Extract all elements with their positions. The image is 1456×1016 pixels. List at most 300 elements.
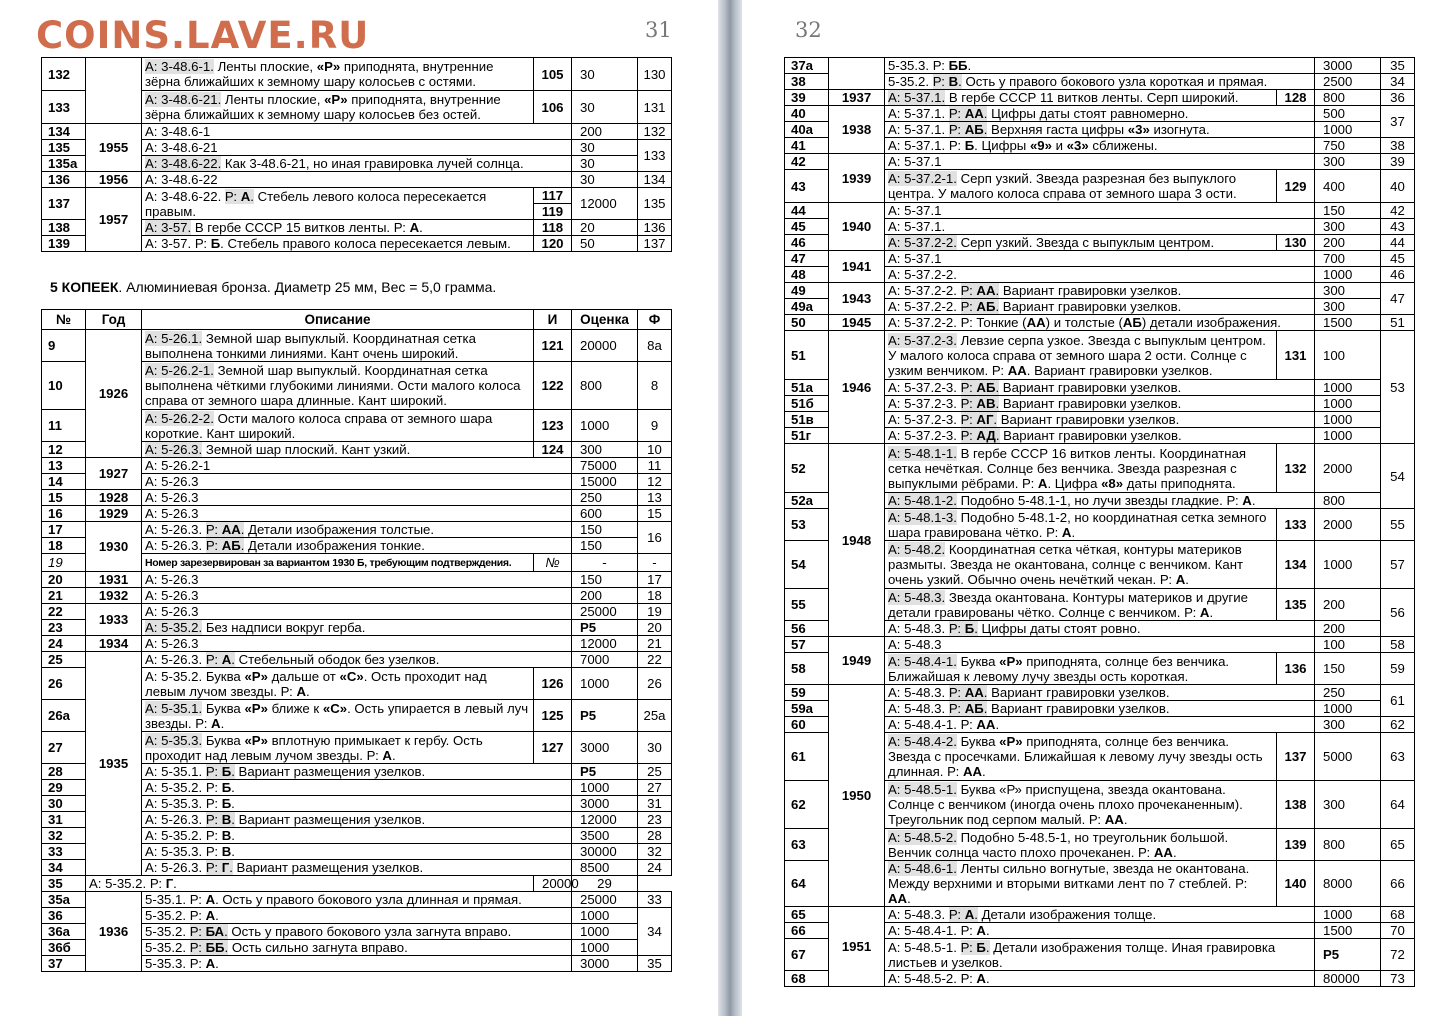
estimate: 50 — [572, 236, 638, 252]
year-cell: 1936 — [86, 892, 142, 972]
catalog-number: 134 — [42, 124, 86, 140]
year-cell: 1938 — [829, 106, 885, 154]
year-cell: 1933 — [86, 604, 142, 636]
table-row — [785, 251, 1415, 267]
estimate: 200 — [572, 588, 638, 604]
estimate: 800 — [572, 362, 638, 410]
estimate: 15000 — [572, 474, 638, 490]
catalog-number: 63 — [785, 829, 829, 861]
description: 5-35.3. Р: А. — [142, 956, 572, 972]
table-row — [785, 315, 1415, 331]
catalog-number: 49а — [785, 299, 829, 315]
estimate: 300 — [1315, 299, 1381, 315]
ivar-ref: 139 — [1277, 829, 1315, 861]
f-ref: 8а — [638, 330, 672, 362]
description: А: 5-35.3. Р: В. — [142, 844, 572, 860]
catalog-number: 68 — [785, 971, 829, 987]
catalog-number: 35 — [42, 876, 86, 892]
description: А: 5-37.2-1. Серп узкий. Звезда разрезная без выпуклого центра. У малого колоса справа от земного шара 3 ости. — [885, 170, 1277, 203]
estimate: 30 — [572, 156, 638, 172]
year-cell: 1956 — [86, 172, 142, 188]
description: А: 5-37.2-2. Р: АБ. Вариант гравировки узелков. — [885, 299, 1315, 315]
year-cell — [829, 58, 885, 90]
estimate: 1000 — [1315, 412, 1381, 428]
estimate: 80000 — [1315, 971, 1381, 987]
estimate: 30 — [572, 91, 638, 124]
description: А: 5-26.3. Р: Г. Вариант размещения узелков. — [142, 860, 572, 876]
estimate: 25000 — [572, 892, 638, 908]
catalog-number: 40 — [785, 106, 829, 122]
f-ref: 59 — [1381, 653, 1415, 685]
description: А: 3-48.6-21 — [142, 140, 572, 156]
catalog-number: 19 — [42, 554, 86, 572]
ivar-ref: 134 — [1277, 541, 1315, 589]
ivar-ref: 126 — [534, 668, 572, 700]
estimate: 300 — [1315, 154, 1381, 170]
f-ref: 29 — [572, 876, 638, 892]
catalog-number: 33 — [42, 844, 86, 860]
description: А: 5-37.2-2. Серп узкий. Звезда с выпуклым центром. — [885, 235, 1277, 251]
year-cell: 1930 — [86, 522, 142, 572]
catalog-number: 51г — [785, 428, 829, 444]
table-row — [42, 652, 672, 668]
catalog-number: 11 — [42, 410, 86, 442]
column-header: Ф — [638, 310, 672, 330]
year-cell: 1940 — [829, 203, 885, 251]
description: А: 5-37.1. В гербе СССР 11 витков ленты. Серп широкий. — [885, 90, 1277, 106]
table-row — [785, 907, 1415, 923]
table-row — [785, 106, 1415, 122]
f-ref: 137 — [638, 236, 672, 252]
table-row — [785, 58, 1415, 74]
description: А: 5-37.2-3. Р: АГ. Вариант гравировки узелков. — [885, 412, 1315, 428]
description: 5-35.2. Р: А. — [142, 908, 572, 924]
column-header: Оценка — [572, 310, 638, 330]
catalog-number: 14 — [42, 474, 86, 490]
ivar-ref: 130 — [1277, 235, 1315, 251]
catalog-number: 16 — [42, 506, 86, 522]
catalog-number: 26 — [42, 668, 86, 700]
watermark: COINS.LAVE.RU — [36, 14, 370, 57]
ivar-ref: № — [534, 554, 572, 572]
estimate: 3000 — [572, 956, 638, 972]
description: А: 5-37.1 — [885, 154, 1315, 170]
year-cell: 1934 — [86, 636, 142, 652]
estimate: 1000 — [572, 668, 638, 700]
description: А: 5-48.3. Р: А. Детали изображения толще. — [885, 907, 1315, 923]
catalog-number: 138 — [42, 220, 86, 236]
f-ref: 21 — [638, 636, 672, 652]
description: А: 5-26.3. Р: АА. Детали изображения толстые. — [142, 522, 572, 538]
catalog-number: 13 — [42, 458, 86, 474]
catalog-number: 12 — [42, 442, 86, 458]
catalog-number: 65 — [785, 907, 829, 923]
f-ref: 63 — [1381, 733, 1415, 781]
description: А: 5-48.2. Координатная сетка чёткая, контуры материков размыты. Звезда не окантована, солнце с венчиком. Кант очень узкий. Обычно очень нечёткий чекан. Р: А. — [885, 541, 1277, 589]
f-ref: 68 — [1381, 907, 1415, 923]
estimate: 12000 — [572, 636, 638, 652]
f-ref: 58 — [1381, 637, 1415, 653]
f-ref: 31 — [638, 796, 672, 812]
page-number: 32 — [795, 18, 822, 42]
f-ref: 32 — [638, 844, 672, 860]
year-cell: 1949 — [829, 637, 885, 685]
description: А: 5-26.2-1 — [142, 458, 572, 474]
f-ref: 23 — [638, 812, 672, 828]
description: А: 5-37.1 — [885, 251, 1315, 267]
f-ref: 134 — [638, 172, 672, 188]
catalog-number: 35а — [42, 892, 86, 908]
estimate: 30 — [572, 172, 638, 188]
column-header: И — [534, 310, 572, 330]
catalog-number: 51в — [785, 412, 829, 428]
estimate: 300 — [1315, 283, 1381, 299]
ivar-ref: 127 — [534, 732, 572, 764]
estimate: 150 — [572, 522, 638, 538]
f-ref: 64 — [1381, 781, 1415, 829]
estimate: 1000 — [1315, 380, 1381, 396]
year-cell: 1939 — [829, 154, 885, 203]
table-row — [42, 506, 672, 522]
year-cell: 1941 — [829, 251, 885, 283]
table-row — [42, 876, 672, 892]
f-ref: - — [638, 554, 672, 572]
f-ref: 27 — [638, 780, 672, 796]
ivar-ref: 131 — [1277, 331, 1315, 380]
coin-table-5-kopeks-continued — [784, 57, 1415, 987]
catalog-number: 52 — [785, 444, 829, 493]
f-ref: 35 — [1381, 58, 1415, 74]
estimate: 250 — [1315, 685, 1381, 701]
catalog-number: 135а — [42, 156, 86, 172]
year-cell: 1937 — [829, 90, 885, 106]
ivar-ref: 120 — [534, 236, 572, 252]
f-ref: 20 — [638, 620, 672, 636]
estimate: 300 — [1315, 219, 1381, 235]
f-ref: 19 — [638, 604, 672, 620]
table-row — [785, 444, 1415, 493]
estimate: 3000 — [1315, 58, 1381, 74]
description: А: 5-26.3. Р: А. Стебельный ободок без узелков. — [142, 652, 572, 668]
estimate: 300 — [572, 442, 638, 458]
catalog-number: 21 — [42, 588, 86, 604]
estimate: Р5 — [572, 764, 638, 780]
description: А: 5-26.3 — [142, 636, 572, 652]
description: А: 3-48.6-1. Ленты плоские, «Р» приподнята, внутренние зёрна ближайших к земному шару колосьев с остями. — [142, 58, 534, 91]
catalog-number: 139 — [42, 236, 86, 252]
section-heading: 5 КОПЕЕК. Алюминиевая бронза. Диаметр 25 мм, Вес = 5,0 грамма. — [50, 279, 497, 295]
f-ref: 66 — [1381, 861, 1415, 907]
catalog-number: 26а — [42, 700, 86, 732]
column-header: № — [42, 310, 86, 330]
table-row — [42, 58, 672, 91]
table-row — [42, 588, 672, 604]
f-ref: 72 — [1381, 939, 1415, 971]
description: А: 5-35.2. Р: В. — [142, 828, 572, 844]
table-row — [42, 330, 672, 362]
catalog-number: 20 — [42, 572, 86, 588]
description: А: 5-35.2. Р: Г. — [86, 876, 534, 892]
table-row — [785, 685, 1415, 701]
description: А: 5-48.5-1. Р: Б. Детали изображения толще. Иная гравировка листьев и узелков. — [885, 939, 1315, 971]
catalog-number: 51 — [785, 331, 829, 380]
f-ref: 26 — [638, 668, 672, 700]
year-cell: 1945 — [829, 315, 885, 331]
description: А: 5-26.3 — [142, 506, 572, 522]
table-row — [785, 331, 1415, 380]
catalog-number: 46 — [785, 235, 829, 251]
description: А: 5-48.3. Р: Б. Цифры даты стоят ровно. — [885, 621, 1315, 637]
estimate: 3000 — [572, 796, 638, 812]
catalog-number: 41 — [785, 138, 829, 154]
table-row — [42, 572, 672, 588]
description: А: 5-35.1. Буква «Р» ближе к «С». Ость упирается в левый луч звезды. Р: А. — [142, 700, 534, 732]
f-ref: 39 — [1381, 154, 1415, 170]
f-ref: 65 — [1381, 829, 1415, 861]
year-cell: 1957 — [86, 188, 142, 252]
description: А: 5-48.6-1. Ленты сильно вогнутые, звезда не окантована. Между верхними и вторыми витками лент по 7 стеблей. Р: АА. — [885, 861, 1277, 907]
f-ref: 16 — [638, 522, 672, 554]
ivar-ref: 105 — [534, 58, 572, 91]
catalog-number: 38 — [785, 74, 829, 90]
catalog-number: 37а — [785, 58, 829, 74]
catalog-number: 36б — [42, 940, 86, 956]
description: А: 5-48.3. Звезда окантована. Контуры материков и другие детали гравированы чётко. Солнце с венчиком. Р: А. — [885, 589, 1277, 621]
catalog-number: 56 — [785, 621, 829, 637]
description: А: 5-37.2-2. Р: Тонкие (АА) и толстые (АБ) детали изображения. — [885, 315, 1315, 331]
description: 5-35.1. Р: А. Ость у правого бокового узла длинная и прямая. — [142, 892, 572, 908]
estimate: 250 — [572, 490, 638, 506]
description: А: 5-26.3. Земной шар плоский. Кант узкий. — [142, 442, 534, 458]
f-ref: 33 — [638, 892, 672, 908]
description: А: 5-26.2-1. Земной шар выпуклый. Координатная сетка выполнена чёткими глубокими линиями. Ости малого колоса справа от земного шара длинные. Кант широкий. — [142, 362, 534, 410]
catalog-number: 58 — [785, 653, 829, 685]
catalog-number: 36а — [42, 924, 86, 940]
catalog-number: 133 — [42, 91, 86, 124]
description: А: 5-37.2-3. Р: АД. Вариант гравировки узелков. — [885, 428, 1315, 444]
description: 5-35.3. Р: ББ. — [885, 58, 1315, 74]
description: А: 5-26.2-2. Ости малого колоса справа от земного шара короткие. Кант широкий. — [142, 410, 534, 442]
catalog-number: 67 — [785, 939, 829, 971]
table-row — [42, 188, 672, 204]
catalog-number: 30 — [42, 796, 86, 812]
catalog-number: 59 — [785, 685, 829, 701]
table-row — [785, 637, 1415, 653]
catalog-number: 25 — [42, 652, 86, 668]
coin-table-5-kopeks — [41, 309, 672, 972]
estimate: 150 — [1315, 653, 1381, 685]
description: А: 5-48.4-1. Р: А. — [885, 923, 1315, 939]
f-ref: 46 — [1381, 267, 1415, 283]
catalog-number: 17 — [42, 522, 86, 538]
f-ref: 57 — [1381, 541, 1415, 589]
f-ref: 12 — [638, 474, 672, 490]
table-row — [42, 636, 672, 652]
f-ref: 70 — [1381, 923, 1415, 939]
table-row — [785, 203, 1415, 219]
table-header-row — [42, 310, 672, 330]
catalog-number: 23 — [42, 620, 86, 636]
catalog-number: 31 — [42, 812, 86, 828]
book-spine — [718, 0, 742, 1016]
catalog-number: 57 — [785, 637, 829, 653]
f-ref: 45 — [1381, 251, 1415, 267]
year-cell: 1932 — [86, 588, 142, 604]
estimate: 1000 — [1315, 541, 1381, 589]
ivar-ref: 125 — [534, 700, 572, 732]
year-cell: 1955 — [86, 124, 142, 172]
catalog-number: 27 — [42, 732, 86, 764]
year-cell: 1951 — [829, 907, 885, 987]
estimate: 30 — [572, 140, 638, 156]
estimate: 2500 — [1315, 74, 1381, 90]
description: А: 5-35.3. Буква «Р» вплотную примыкает к гербу. Ость проходит над левым лучом звезды. Р: А. — [142, 732, 534, 764]
table-row — [785, 283, 1415, 299]
estimate: 1000 — [1315, 701, 1381, 717]
f-ref: 44 — [1381, 235, 1415, 251]
f-ref: 17 — [638, 572, 672, 588]
ivar-ref: 119 — [534, 204, 572, 220]
estimate: 1000 — [1315, 396, 1381, 412]
description: 5-35.2. Р: ББ. Ость сильно загнута вправо. — [142, 940, 572, 956]
estimate: 25000 — [572, 604, 638, 620]
description: А: 5-37.1 — [885, 203, 1315, 219]
table-row — [785, 154, 1415, 170]
description: А: 3-48.6-22 — [142, 172, 572, 188]
estimate: 12000 — [572, 188, 638, 220]
estimate: 75000 — [572, 458, 638, 474]
description: А: 5-48.4-1. Буква «Р» приподнята, солнце без венчика. Ближайшая к левому лучу звезды ость короткая. — [885, 653, 1277, 685]
ivar-ref: 128 — [1277, 90, 1315, 106]
estimate: 200 — [1315, 235, 1381, 251]
f-ref: 53 — [1381, 331, 1415, 444]
f-ref: 38 — [1381, 138, 1415, 154]
estimate: 100 — [1315, 331, 1381, 380]
description: 5-35.2. Р: В. Ость у правого бокового узла короткая и прямая. — [885, 74, 1315, 90]
estimate: 1000 — [1315, 428, 1381, 444]
estimate: 20 — [572, 220, 638, 236]
year-cell: 1943 — [829, 283, 885, 315]
catalog-number: 136 — [42, 172, 86, 188]
catalog-number: 39 — [785, 90, 829, 106]
estimate: 800 — [1315, 90, 1381, 106]
f-ref: 25а — [638, 700, 672, 732]
f-ref: 40 — [1381, 170, 1415, 203]
table-row — [42, 522, 672, 538]
ivar-ref: 135 — [1277, 589, 1315, 621]
year-cell — [86, 58, 142, 124]
f-ref: 37 — [1381, 106, 1415, 138]
description: А: 5-37.1. Р: Б. Цифры «9» и «3» сближены. — [885, 138, 1315, 154]
ivar-ref: 140 — [1277, 861, 1315, 907]
estimate: 150 — [572, 538, 638, 554]
f-ref: 130 — [638, 58, 672, 91]
year-cell: 1928 — [86, 490, 142, 506]
description: А: 5-48.1-2. Подобно 5-48.1-1, но лучи звезды гладкие. Р: А. — [885, 493, 1315, 509]
catalog-number: 28 — [42, 764, 86, 780]
ivar-ref: 117 — [534, 188, 572, 204]
f-ref: 61 — [1381, 685, 1415, 717]
ivar-ref: 129 — [1277, 170, 1315, 203]
estimate: 7000 — [572, 652, 638, 668]
year-cell: 1926 — [86, 330, 142, 458]
description: А: 5-48.4-1. Р: АА. — [885, 717, 1315, 733]
estimate: 8000 — [1315, 861, 1381, 907]
estimate: 800 — [1315, 829, 1381, 861]
f-ref: 10 — [638, 442, 672, 458]
description: 5-35.2. Р: БА. Ость у правого бокового узла загнута вправо. — [142, 924, 572, 940]
catalog-number: 24 — [42, 636, 86, 652]
ivar-ref: 137 — [1277, 733, 1315, 781]
description: А: 5-35.2. Буква «Р» дальше от «С». Ость проходит над левым лучом звезды. Р: А. — [142, 668, 534, 700]
year-cell: 1946 — [829, 331, 885, 444]
catalog-number: 45 — [785, 219, 829, 235]
catalog-number: 48 — [785, 267, 829, 283]
ivar-ref: 124 — [534, 442, 572, 458]
catalog-number: 137 — [42, 188, 86, 220]
table-row — [42, 604, 672, 620]
description: А: 5-37.2-3. Р: АБ. Вариант гравировки узелков. — [885, 380, 1315, 396]
f-ref: 13 — [638, 490, 672, 506]
estimate: Р5 — [572, 620, 638, 636]
description: А: 5-37.2-3. Левзие серпа узкое. Звезда с выпуклым центром. У малого колоса справа от земного шара 2 ости. Солнце с узким венчиком. Р: АА. Вариант гравировки узелков. — [885, 331, 1277, 380]
estimate: 1000 — [572, 908, 638, 924]
table-row — [42, 172, 672, 188]
table-row — [42, 458, 672, 474]
f-ref: 9 — [638, 410, 672, 442]
catalog-number: 34 — [42, 860, 86, 876]
description: А: 5-48.1-3. Подобно 5-48.1-2, но координатная сетка земного шара гравирована чётко. Р: А. — [885, 509, 1277, 541]
description: А: 5-26.3. Р: АБ. Детали изображения тонкие. — [142, 538, 572, 554]
right-page — [742, 0, 1456, 1016]
f-ref: 35 — [638, 956, 672, 972]
f-ref: 15 — [638, 506, 672, 522]
estimate: 700 — [1315, 251, 1381, 267]
f-ref: 54 — [1381, 444, 1415, 509]
estimate: 1500 — [1315, 923, 1381, 939]
year-cell: 1950 — [829, 685, 885, 907]
catalog-number: 47 — [785, 251, 829, 267]
description: А: 5-35.3. Р: Б. — [142, 796, 572, 812]
f-ref: 136 — [638, 220, 672, 236]
description: А: 5-48.5-2. Подобно 5-48.5-1, но треугольник большой. Венчик солнца часто плохо прочеканен. Р: АА. — [885, 829, 1277, 861]
catalog-number: 62 — [785, 781, 829, 829]
f-ref: 18 — [638, 588, 672, 604]
f-ref: 30 — [638, 732, 672, 764]
estimate: 1000 — [1315, 907, 1381, 923]
catalog-number: 15 — [42, 490, 86, 506]
estimate: Р5 — [1315, 939, 1381, 971]
description: А: 5-48.5-2. Р: А. — [885, 971, 1315, 987]
catalog-number: 22 — [42, 604, 86, 620]
catalog-number: 10 — [42, 362, 86, 410]
catalog-number: 132 — [42, 58, 86, 91]
catalog-number: 64 — [785, 861, 829, 907]
description: А: 5-48.3 — [885, 637, 1315, 653]
year-cell: 1931 — [86, 572, 142, 588]
description: А: 5-26.3 — [142, 490, 572, 506]
catalog-number: 51а — [785, 380, 829, 396]
estimate: 750 — [1315, 138, 1381, 154]
estimate: 20000 — [572, 330, 638, 362]
catalog-number: 32 — [42, 828, 86, 844]
f-ref: 22 — [638, 652, 672, 668]
description: А: 5-26.1. Земной шар выпуклый. Координатная сетка выполнена тонкими линиями. Кант очень широкий. — [142, 330, 534, 362]
f-ref: 36 — [1381, 90, 1415, 106]
estimate: 2000 — [1315, 509, 1381, 541]
column-header: Описание — [142, 310, 534, 330]
estimate: 200 — [572, 124, 638, 140]
